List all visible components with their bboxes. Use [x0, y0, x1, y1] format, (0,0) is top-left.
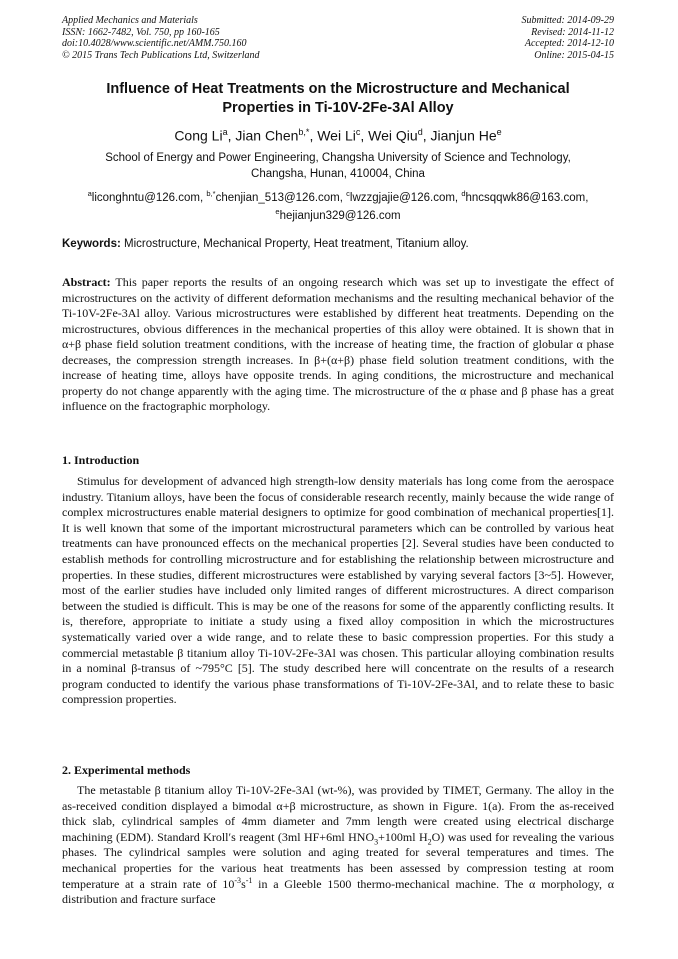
journal-name: Applied Mechanics and Materials	[62, 15, 198, 26]
abstract	[62, 275, 614, 415]
keywords-text: Microstructure, Mechanical Property, Heat treatment, Titanium alloy.	[124, 238, 469, 250]
paper-title	[62, 80, 614, 118]
subscript: 2	[427, 837, 432, 847]
journal-header-left	[62, 15, 260, 61]
email-address[interactable]: liconghntu@126.com	[91, 191, 200, 204]
accepted-date: Accepted: 2014-12-10	[524, 38, 614, 49]
author-affil-mark: c	[355, 127, 361, 137]
author-affil-mark: b,*	[298, 127, 310, 137]
email-address[interactable]: lwzzgjajie@126.com	[349, 191, 455, 204]
author-affil-mark: d	[417, 127, 423, 137]
journal-header-right	[522, 15, 615, 61]
section-2-text: s	[241, 876, 246, 891]
online-date: Online: 2015-04-15	[534, 49, 614, 61]
keywords-label: Keywords:	[62, 238, 121, 250]
doi-line: doi:10.4028/www.scientific.net/AMM.750.160	[62, 38, 247, 49]
section-1-paragraph: Stimulus for development of advanced high strength-low density materials has long come from the aerospace industry. Titanium alloys, have been the focus of considerable research recently, mainly because the wide range of complex microstructures enable material designers to optimize for good combination of mechanical properties[1]. It is well known that some of the important microstructural parameters which can be controlled by various heat treatments can have pronounced effects on the mechanical properties [2]. Several studies have been conducted to establish methods for controlling microstructure and for establishing the relationship between microstructure and properties. In these studies, different microstructures were established by varying several factors [3~5]. However, most of the earlier studies have included only limited ranges of different microstructures. A direct comparison between the studied is difficult. This is may be one of the reasons for some of the apparently conflicting results. It is, therefore, appropriate to initiate a study using a fixed alloy composition in which the microstructures systematically varied over a wide range, and to relate these to basic compression properties. For this study a commercial metastable β titanium alloy Ti-10V-2Fe-3Al was chosen. This particular alloying combination results in a nominal β-transus of ~795°C [5]. The study described here will concentrate on the results of a research program conducted to identify the various phase transformations of Ti-10V-2Fe-3Al, and to relate these to basic compression properties.	[62, 474, 614, 707]
email-mark: b,*	[206, 189, 216, 198]
section-2-text: O) was used for revealing the various phases. The cylindrical samples were solution and aging treated for several temperatures and times. The mechanical properties for the various heat treatments has been assessed by compression testing at room temperature at a strain rate of 10	[62, 829, 614, 891]
email-address[interactable]: hejianjun329@126.com	[279, 209, 401, 222]
section-2-text: The metastable β titanium alloy Ti-10V-2Fe-3Al (wt-%), was provided by TIMET, Germany. The alloy in the as-received condition displayed a bimodal α+β microstructure, as shown in Figure. 1(a). From the as-received thick slab, cylindrical samples of 4mm diameter and 7mm length were created using electrical discharge machining (EDM). Standard Kroll′s reagent (3ml HF+6ml HNO	[62, 783, 614, 844]
affiliation	[62, 150, 614, 182]
author-affil-mark: a	[222, 127, 228, 137]
email-address[interactable]: hncsqqwk86@163.com	[465, 191, 586, 204]
email-mark: d	[461, 189, 466, 198]
abstract-text: This paper reports the results of an ongoing research which was set up to investigate the effect of microstructures on the activity of different deformation mechanisms and the resulting mechanical behavior of the Ti-10V-2Fe-3Al alloy. Various microstructures were established by different heat treatments. Depending on the microstructures, obvious differences in the mechanical properties of this alloy were obtained. It is shown that in α+β phase field solution treatment conditions, with the increase of heating time, the fraction of globular α phase decreases, the compression strength increases. In β+(α+β) phase field solution treatment conditions, with the increase of heating time, alloys have opposite trends. In aging conditions, the microstructure and mechanical property do not change apparently with the aging time. The microstructure of the α phase and β phase has a great influence on the fractographic morphology.	[62, 275, 614, 413]
section-2-paragraph	[62, 783, 614, 908]
submitted-date: Submitted: 2014-09-29	[521, 15, 614, 26]
abstract-label: Abstract:	[62, 275, 111, 289]
revised-date: Revised: 2014-11-12	[531, 26, 614, 38]
email-address[interactable]: chenjian_513@126.com	[215, 191, 340, 204]
email-list: $^a$liconghntu@126.com, $^{b,*}$chenjian_513@126.com, $^c$lwzzgjajie@126.com, $^d$hncsqqwk86@163.com, $^e$hejianjun329@126.com	[87, 189, 589, 222]
author-name: Jian Chen	[235, 127, 299, 144]
author-name: Wei Li	[317, 127, 356, 144]
author-affil-mark: e	[496, 127, 502, 137]
title-line-1: Influence of Heat Treatments on the Microstructure and Mechanical	[106, 81, 570, 97]
keywords	[62, 237, 614, 252]
affiliation-line-2: Changsha, Hunan, 410004, China	[251, 168, 425, 180]
author-name: Cong Li	[174, 127, 223, 144]
email-mark: c	[346, 189, 350, 198]
section-2-text: in a Gleeble 1500 thermo-mechanical machine. The α morphology, α distribution and fracture surface	[62, 876, 614, 907]
superscript: -1	[245, 875, 253, 885]
email-mark: e	[275, 206, 280, 216]
title-line-2: Properties in Ti-10V-2Fe-3Al Alloy	[222, 100, 454, 116]
copyright-line: © 2015 Trans Tech Publications Ltd, Switzerland	[62, 49, 260, 61]
section-1-heading: 1. Introduction	[62, 453, 140, 467]
author-name: Jianjun He	[430, 127, 497, 144]
section-2-heading: 2. Experimental methods	[62, 763, 191, 777]
author-list: Cong Li$^a$, Jian Chen$^{b,*}$, Wei Li$^c$, Wei Qiu$^d$, Jianjun He$^e$	[174, 127, 502, 144]
affiliation-line-1: School of Energy and Power Engineering, Changsha University of Science and Technology,	[105, 152, 571, 164]
section-2-text: +100ml H	[378, 829, 428, 844]
email-mark: a	[87, 189, 92, 198]
superscript: -3	[234, 875, 242, 885]
author-name: Wei Qiu	[368, 127, 418, 144]
issn-line: ISSN: 1662-7482, Vol. 750, pp 160-165	[62, 26, 220, 38]
subscript: 3	[374, 837, 379, 847]
